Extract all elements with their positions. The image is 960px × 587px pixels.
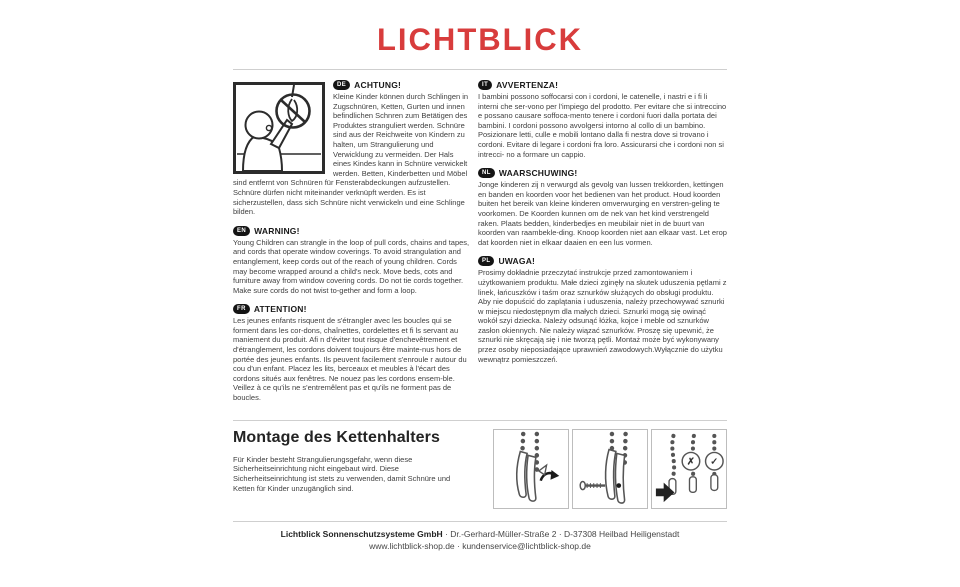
wrong-mark-icon: ✗ <box>686 456 696 468</box>
warning-section-nl <box>478 168 727 247</box>
lichtblick-logo: LICHTBLICK <box>377 21 583 58</box>
lang-badge-de: DE <box>333 80 350 90</box>
warnings-right-column <box>478 80 727 412</box>
lang-badge-pl: PL <box>478 256 494 266</box>
footer <box>233 528 727 553</box>
warning-title-pl: UWAGA! <box>498 256 536 267</box>
warning-body-it: I bambini possono soffocarsi con i cordoni, le catenelle, i nastri e i fi li interni che ser-vono per l'impiego del prodotto. Per evitare che si intreccino e possano causare soffoca-mento tenere i cordoni fuori dalla portata dei bambini. I cordoni possono avvolgersi intorno al collo di un bambino. Posizionare letti, culle e mobili lontano dalla fi nestra dove si trovano i cordoni. Evitare di legare i cordoni fra loro. Assicurarsi che i cordoni non si intrecci- no a formare un cappio. <box>478 92 727 159</box>
header-divider <box>233 69 727 70</box>
warnings-left-column <box>233 80 470 412</box>
montage-illustrations <box>493 429 727 509</box>
warning-title-nl: WAARSCHUWING! <box>498 168 578 179</box>
montage-section <box>233 429 727 509</box>
warning-body-pl: Prosimy dokładnie przeczytać instrukcje przed zamontowaniem i użytkowaniem produktu. Małe dzieci zginęły na skutek uduszenia pętlami z linek, łańcuszków i taśm oraz sznurków służących do obsługi produktu. Aby nie dopuścić do zaplątania i uduszenia, należy przechowywać sznurki w miejscu niedostępnym dla małych dzieci. Sznurki mogą się owinąć wokół szyi dziecka. Należy odsunąć łóżka, kojce i meble od sznurków zasłon okiennych. Nie należy wiązać sznurków. Proszę się upewnić, że sznurki nie skręcają się i nie tworzą pętli. Montaż może być wykonywany przez osoby nieposiadające uprawnień zawodowych.Wyłącznie do użytku wewnątrz pomieszczeń. <box>478 268 727 364</box>
warning-body-nl: Jonge kinderen zij n verwurgd als gevolg van lussen trekkorden, kettingen en banden en koorden voor het bedienen van het product. Houd koorden buiten het bereik van kleine kinderen omverwurging en verstren-geling te voorkomen. De Koorden kunnen om de nek van het kind verstrengeld raken. Plaats bedden, kinderbedjes en meubilair niet in de buurt van koorden van raambekle-ding. Knoop koorden niet aan elkaar vast. Let erop dat koorden niet in elkaar daaien en een lus vormen. <box>478 180 727 247</box>
footer-divider <box>233 521 727 522</box>
warning-title-en: WARNING! <box>254 225 300 236</box>
lang-badge-fr: FR <box>233 304 250 314</box>
warning-title-it: AVVERTENZA! <box>496 80 559 90</box>
warning-title-fr: ATTENTION! <box>253 304 307 315</box>
footer-company: Lichtblick Sonnenschutzsysteme GmbH <box>280 528 443 539</box>
warning-body-de: Kleine Kinder können durch Schlingen in Zugschnüren, Ketten, Gurten und innen befindlichen Schnren zum Betätigen des Produktes stranguliert werden. Schnüre sind aus der Reichweite von Kindern zu halten, um Strangulierung und Verwicklung zu vermeiden. Der Hals eines Kindes kann in Schnüre verwickelt werden. Betten, Kinderbetten und Möbel sind entfernt von Schnüren für Fensterabdeckungen aufzustellen. Schnüre dürfen nicht miteinander verknüpft werden. Es ist sicherzustellen, dass sich Schnüre nicht verwickeln und eine Schlinge bilden. <box>233 92 469 217</box>
screw-chain-holder-illustration <box>572 429 648 509</box>
footer-company-line <box>233 528 727 540</box>
warning-header-fr <box>233 304 470 314</box>
warning-title-de: ACHTUNG! <box>354 80 402 90</box>
warning-body-fr: Les jeunes enfants risquent de s'étrangler avec les boucles qui se forment dans les cor-dons, chaînettes, cordelettes et fi ls servant au maniement du produit. Afi n d'éviter tout risque d'enchevêtrement et d'étranglement, les cordons doivent toujours être mainte-nus hors de portée des jeunes enfants. Ils peuvent facilement s'enroule r autour du cou d'un enfant. Placez les lits, berceaux et meubles à l'écart des cordons situés aux fenêtres. Ne nouez pas les cordons ensem-ble. Veillez à ce qu'ils ne s'entremêlent pas et qu'ils ne forment pas de boucles. <box>233 316 467 403</box>
warning-header-de <box>333 80 470 90</box>
section-divider <box>233 420 727 421</box>
montage-heading: Montage des Kettenhalters <box>233 428 440 446</box>
warning-section-de <box>233 80 470 217</box>
warning-section-it <box>478 80 727 159</box>
montage-body: Für Kinder besteht Strangulierungsgefahr, wenn diese Sicherheitseinrichtung nicht eingebaut wird. Diese Sicherheitseinrichtung ist stets zu verwenden, damit Schnüre und Ketten für Kinder unzugänglich sind. <box>233 454 451 493</box>
instruction-sheet <box>233 0 727 552</box>
warning-header-en <box>233 226 470 236</box>
chain-tension-check-illustration <box>651 429 727 509</box>
warning-section-en <box>233 226 470 296</box>
warning-sections <box>233 80 727 412</box>
lang-badge-en: EN <box>233 226 250 236</box>
rotate-chain-holder-illustration <box>493 429 569 509</box>
lang-badge-nl: NL <box>478 168 495 178</box>
lang-badge-it: IT <box>478 80 492 90</box>
warning-header-pl <box>478 256 727 266</box>
warning-header-nl <box>478 168 727 178</box>
warning-body-en: Young Children can strangle in the loop of pull cords, chains and tapes, and cords that operate window coverings. To avoid strangulation and entanglement, keep cords out of the reach of young children. Cords may become wrapped around a child's neck. Move beds, cots and furniture away from window covering cords. Do not tie cords together. Make sure cords do not twist to-gether and form a loop. <box>233 237 470 295</box>
strangulation-hazard-icon <box>233 82 325 174</box>
correct-mark-icon: ✓ <box>710 456 719 468</box>
footer-address: · Dr.-Gerhard-Müller-Straße 2 · D-37308 Heilbad Heiligenstadt <box>442 528 680 539</box>
footer-contact-line: www.lichtblick-shop.de · kundenservice@lichtblick-shop.de <box>369 540 591 551</box>
warning-section-pl <box>478 256 727 364</box>
montage-text-block <box>233 429 485 509</box>
warning-header-it <box>478 80 727 90</box>
warning-section-fr <box>233 304 470 402</box>
